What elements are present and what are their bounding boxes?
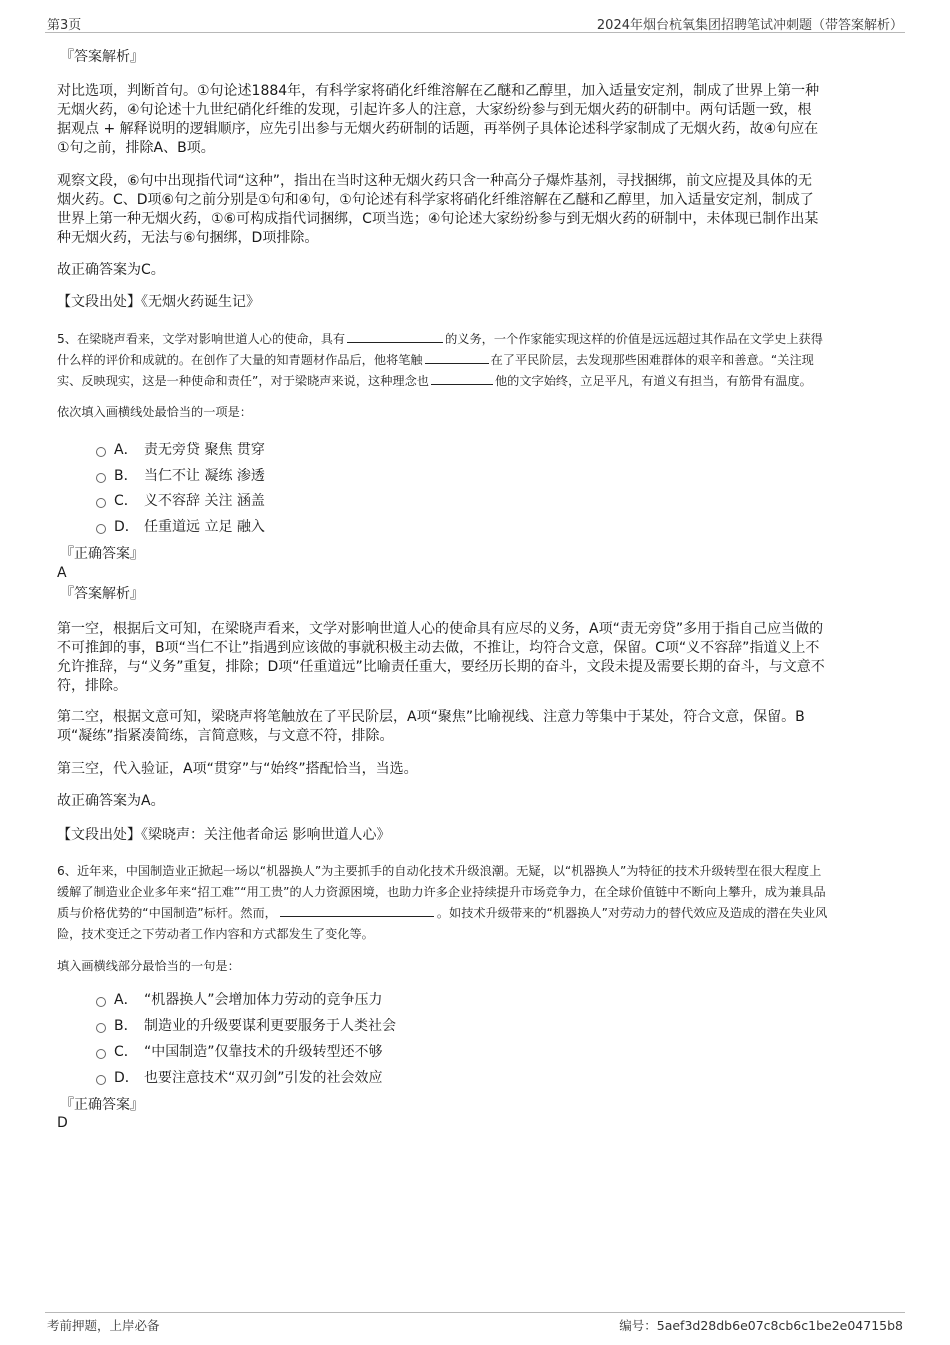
q5-correct-answer: A (57, 565, 67, 581)
text-line: 允许推辞，与“义务”重复，排除；D项“任重道远”比喻责任重大，要经历长期的奋斗，文段未提及需要长期的奋斗，与文意不 (57, 659, 825, 675)
q4-conclusion: 故正确答案为C。 (57, 262, 165, 278)
footer-slogan: 考前押题，上岸必备 (47, 1318, 160, 1333)
radio-icon[interactable] (96, 473, 106, 483)
text-line: 种无烟火药，无法与⑥句捆绑，D项排除。 (57, 230, 319, 246)
radio-icon[interactable] (96, 1023, 106, 1033)
radio-icon[interactable] (96, 1049, 106, 1059)
text-line: 6、近年来，中国制造业正掀起一场以“机器换人”为主要抓手的自动化技术升级浪潮。无疑，以“机器换人”为特征的技术升级转型在很大程度上 (57, 864, 822, 878)
q5-question (57, 329, 893, 392)
q5-analysis-title: 『答案解析』 (60, 586, 144, 602)
text-line: 符，排除。 (57, 678, 127, 694)
q6-question (57, 861, 893, 945)
q6-correct-answer: D (57, 1115, 68, 1131)
answer-blank (280, 903, 434, 917)
text-line: 什么样的评价和成就的。在创作了大量的知青题材作品后，他将笔触 在了平民阶层，去发现那些困难群体的艰辛和善意。“关注现 (57, 350, 893, 371)
page-footer (45, 1312, 905, 1336)
text-line: 第一空，根据后文可知，在梁晓声看来，文学对影响世道人心的使命具有应尽的义务，A项“责无旁贷”多用于指自己应当做的 (57, 621, 824, 637)
q5-analysis-para3: 第三空，代入验证，A项“贯穿”与“始终”搭配恰当，当选。 (57, 761, 418, 777)
text-line: 质与价格优势的“中国制造”标杆。然而， 。如技术升级带来的“机器换人”对劳动力的替代效应及造成的潜在失业风 (57, 903, 893, 924)
text-line: 项“凝练”指紧凑简练，言简意赅，与文意不符，排除。 (57, 728, 394, 744)
q6-option-b[interactable]: B． 制造业的升级要谋利更要服务于人类社会 (96, 1016, 396, 1036)
page-number: 第3页 (47, 18, 82, 33)
text-line: 缓解了制造业企业多年来“招工难”“用工贵”的人力资源困境，也助力许多企业持续提升市场竞争力，在全球价值链中不断向上攀升，成为兼具品 (57, 885, 826, 899)
text-line: 据观点 + 解释说明的逻辑顺序，应先引出参与无烟火药研制的话题，再举例子具体论述科学家制成了无烟火药，故④句应在 (57, 121, 819, 137)
text-line: 烟火药。C、D项⑥句之前分别是①句和④句，①句论述有科学家将硝化纤维溶解在乙醚和乙醇里，加入适量安定剂，制成了 (57, 192, 814, 208)
text-line: 世界上第一种无烟火药，①⑥可构成指代词捆绑，C项当选；④句论述大家纷纷参与到无烟火药的研制中，未体现已制作出某 (57, 211, 819, 227)
q5-option-c[interactable]: C． 义不容辞 关注 涵盖 (96, 491, 265, 511)
q4-analysis-title: 『答案解析』 (60, 49, 144, 65)
q5-conclusion: 故正确答案为A。 (57, 793, 165, 809)
q5-prompt: 依次填入画横线处最恰当的一项是： (57, 405, 252, 419)
q4-analysis-para2 (57, 172, 893, 248)
radio-icon[interactable] (96, 1075, 106, 1085)
q4-analysis-para1 (57, 82, 893, 158)
q6-option-d[interactable]: D． 也要注意技术“双刃剑”引发的社会效应 (96, 1068, 383, 1088)
text-line: ①句之前，排除A、B项。 (57, 140, 215, 156)
q5-option-a[interactable]: A． 责无旁贷 聚焦 贯穿 (96, 440, 265, 460)
answer-blank (347, 329, 443, 343)
radio-icon[interactable] (96, 997, 106, 1007)
document-title: 2024年烟台杭氧集团招聘笔试冲刺题（带答案解析） (596, 18, 903, 33)
page-header (45, 14, 905, 33)
answer-blank (425, 350, 489, 364)
radio-icon[interactable] (96, 498, 106, 508)
text-line: 第二空，根据文意可知，梁晓声将笔触放在了平民阶层，A项“聚焦”比喻视线、注意力等集中于某处，符合文意，保留。B (57, 709, 805, 725)
q5-option-d[interactable]: D． 任重道远 立足 融入 (96, 517, 265, 537)
q4-source: 【文段出处】《无烟火药诞生记》 (57, 294, 260, 310)
q5-analysis-para2 (57, 708, 893, 746)
text-line: 险，技术变迁之下劳动者工作内容和方式都发生了变化等。 (57, 927, 374, 941)
answer-blank (431, 371, 493, 385)
q5-source: 【文段出处】《梁晓声：关注他者命运 影响世道人心》 (57, 827, 391, 843)
text-line: 5、在梁晓声看来，文学对影响世道人心的使命，具有 的义务，一个作家能实现这样的价值是远远超过其作品在文学史上获得 (57, 329, 893, 350)
q5-correct-title: 『正确答案』 (60, 546, 144, 562)
q6-option-c[interactable]: C． “中国制造”仅靠技术的升级转型还不够 (96, 1042, 383, 1062)
radio-icon[interactable] (96, 524, 106, 534)
text-line: 实、反映现实，这是一种使命和责任”，对于梁晓声来说，这种理念也 他的文字始终，立足平凡，有道义有担当，有筋骨有温度。 (57, 371, 893, 392)
radio-icon[interactable] (96, 447, 106, 457)
q6-option-a[interactable]: A． “机器换人”会增加体力劳动的竞争压力 (96, 990, 383, 1010)
q5-option-b[interactable]: B． 当仁不让 凝练 渗透 (96, 466, 265, 486)
q6-prompt: 填入画横线部分最恰当的一句是： (57, 959, 240, 973)
q5-analysis-para1 (57, 620, 893, 696)
text-line: 观察文段，⑥句中出现指代词“这种”，指出在当时这种无烟火药只含一种高分子爆炸基剂，寻找捆绑，前文应提及具体的无 (57, 173, 813, 189)
q6-correct-title: 『正确答案』 (60, 1097, 144, 1113)
text-line: 无烟火药，④句论述十九世纪硝化纤维的发现，引起许多人的注意，大家纷纷参与到无烟火药的研制中。两句话题一致，根 (57, 102, 812, 118)
document-id: 编号：5aef3d28db6e07c8cb6c1be2e04715b8 (619, 1318, 903, 1333)
text-line: 对比选项，判断首句。①句论述1884年，有科学家将硝化纤维溶解在乙醚和乙醇里，加入适量安定剂，制成了世界上第一种 (57, 83, 820, 99)
text-line: 不可推卸的事，B项“当仁不让”指遇到应该做的事就积极主动去做，不推让，均符合文意，保留。C项“义不容辞”指道义上不 (57, 640, 820, 656)
